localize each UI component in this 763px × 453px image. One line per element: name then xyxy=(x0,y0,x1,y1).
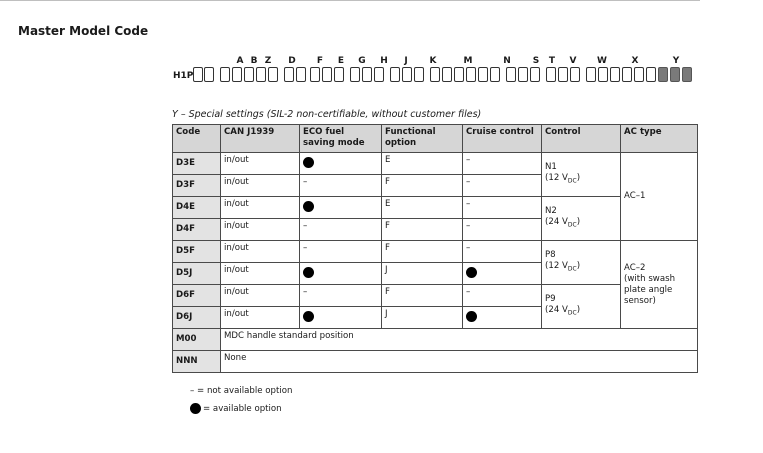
cell-eco xyxy=(300,197,382,219)
cell-control xyxy=(542,285,621,329)
control-voltage: (12 $V_{DC}$) xyxy=(545,173,581,185)
voltage-unit: V xyxy=(562,261,568,272)
code-box xyxy=(610,67,620,82)
code-box xyxy=(478,67,488,82)
cell-eco: – xyxy=(300,175,382,197)
cell-eco: – xyxy=(300,241,382,263)
cell-can: in/out xyxy=(221,153,300,175)
code-box xyxy=(530,67,540,82)
header-eco: ECO fuel saving mode xyxy=(300,125,382,153)
code-box xyxy=(256,67,266,82)
cell-cruise: – xyxy=(463,219,542,241)
filled-circle-icon xyxy=(303,157,314,168)
cell-can: in/out xyxy=(221,285,300,307)
voltage-subscript: DC xyxy=(567,309,577,317)
cell-code: D4E xyxy=(173,197,221,219)
code-box xyxy=(296,67,306,82)
actype-line: plate angle xyxy=(624,284,673,295)
filled-circle-icon xyxy=(303,267,314,278)
code-box xyxy=(586,67,596,82)
code-box-y xyxy=(682,67,692,82)
table-row xyxy=(173,285,698,307)
cell-eco: – xyxy=(300,285,382,307)
cell-can: in/out xyxy=(221,175,300,197)
actype-line: sensor) xyxy=(624,295,656,306)
cell-code: D6F xyxy=(173,285,221,307)
table-row xyxy=(173,153,698,175)
cell-can: in/out xyxy=(221,307,300,329)
code-box xyxy=(466,67,476,82)
code-letter: F xyxy=(316,56,324,66)
header-cruise: Cruise control xyxy=(463,125,542,153)
voltage-subscript: DC xyxy=(567,265,577,273)
cell-code: D6J xyxy=(173,307,221,329)
cell-eco xyxy=(300,307,382,329)
table-row xyxy=(173,197,698,219)
code-letter: D xyxy=(288,56,296,66)
cell-functional: E xyxy=(382,197,463,219)
legend-dot-label: = available option xyxy=(203,404,282,414)
cell-functional: F xyxy=(382,241,463,263)
cell-control xyxy=(542,197,621,241)
table-row xyxy=(173,329,698,351)
voltage-value: 12 xyxy=(548,261,560,272)
code-box xyxy=(350,67,360,82)
control-voltage: (12 $V_{DC}$) xyxy=(545,261,581,273)
code-letter: N xyxy=(503,56,511,66)
code-letter: S xyxy=(532,56,540,66)
header-actype: AC type xyxy=(621,125,698,153)
code-box-y xyxy=(658,67,668,82)
code-box xyxy=(646,67,656,82)
cell-cruise: – xyxy=(463,241,542,263)
code-letter: Z xyxy=(264,56,272,66)
cell-code: D3F xyxy=(173,175,221,197)
voltage-unit: V xyxy=(562,173,568,184)
cell-cruise xyxy=(463,307,542,329)
actype-line: (with swash xyxy=(624,273,676,284)
code-letter: M xyxy=(463,56,473,66)
legend-dash: – = not available option xyxy=(190,386,293,396)
code-box xyxy=(284,67,294,82)
code-box xyxy=(402,67,412,82)
code-box xyxy=(220,67,230,82)
code-letter: K xyxy=(429,56,437,66)
code-box xyxy=(334,67,344,82)
code-letter: X xyxy=(631,56,639,66)
code-box xyxy=(374,67,384,82)
code-box xyxy=(310,67,320,82)
header-can: CAN J1939 xyxy=(221,125,300,153)
cell-description: None xyxy=(221,351,698,373)
code-box xyxy=(634,67,644,82)
cell-code: D4F xyxy=(173,219,221,241)
code-box xyxy=(518,67,528,82)
cell-cruise xyxy=(463,263,542,285)
table-header-row xyxy=(173,125,698,153)
cell-functional: F xyxy=(382,285,463,307)
actype-line: AC–2 xyxy=(624,262,646,273)
voltage-value: 24 xyxy=(548,217,560,228)
actype-line: AC–1 xyxy=(624,191,646,201)
control-name: N1 xyxy=(545,162,557,173)
control-name: N2 xyxy=(545,206,557,217)
code-box xyxy=(193,67,203,82)
cell-eco: – xyxy=(300,219,382,241)
cell-eco xyxy=(300,153,382,175)
code-box xyxy=(362,67,372,82)
code-letter: J xyxy=(404,56,408,66)
code-box xyxy=(204,67,214,82)
header-control: Control xyxy=(542,125,621,153)
code-box xyxy=(244,67,254,82)
code-letter: B xyxy=(250,56,258,66)
code-letter: G xyxy=(358,56,366,66)
code-box xyxy=(598,67,608,82)
table-row xyxy=(173,241,698,263)
page-heading: Master Model Code xyxy=(18,24,149,38)
table-row xyxy=(173,351,698,373)
code-box xyxy=(454,67,464,82)
cell-code: NNN xyxy=(173,351,221,373)
code-prefix: H1P xyxy=(173,71,194,81)
code-box xyxy=(232,67,242,82)
code-box-y xyxy=(670,67,680,82)
code-box xyxy=(390,67,400,82)
cell-actype xyxy=(621,153,698,241)
voltage-value: 12 xyxy=(548,173,560,184)
code-letter: W xyxy=(597,56,607,66)
control-name: P9 xyxy=(545,294,556,305)
control-voltage: (24 $V_{DC}$) xyxy=(545,305,581,317)
voltage-unit: V xyxy=(562,305,568,316)
control-voltage: (24 $V_{DC}$) xyxy=(545,217,581,229)
cell-cruise: – xyxy=(463,197,542,219)
cell-can: in/out xyxy=(221,219,300,241)
control-name: P8 xyxy=(545,250,556,261)
cell-functional: F xyxy=(382,219,463,241)
filled-circle-icon xyxy=(466,311,477,322)
filled-circle-icon xyxy=(466,267,477,278)
code-letter: A xyxy=(236,56,244,66)
cell-code: M00 xyxy=(173,329,221,351)
cell-control xyxy=(542,241,621,285)
cell-functional: F xyxy=(382,175,463,197)
code-box xyxy=(622,67,632,82)
header-functional: Functional option xyxy=(382,125,463,153)
cell-can: in/out xyxy=(221,263,300,285)
cell-can: in/out xyxy=(221,197,300,219)
cell-cruise: – xyxy=(463,175,542,197)
cell-code: D5J xyxy=(173,263,221,285)
cell-functional: E xyxy=(382,153,463,175)
cell-cruise: – xyxy=(463,285,542,307)
code-box xyxy=(506,67,516,82)
cell-can: in/out xyxy=(221,241,300,263)
code-box xyxy=(322,67,332,82)
code-letter: H xyxy=(380,56,388,66)
code-box xyxy=(430,67,440,82)
code-letter: Y xyxy=(672,56,680,66)
top-rule xyxy=(0,0,700,1)
code-box xyxy=(442,67,452,82)
filled-circle-icon xyxy=(303,311,314,322)
table-caption: Y – Special settings (SIL-2 non-certifiable, without customer files) xyxy=(172,109,482,120)
cell-actype xyxy=(621,241,698,329)
voltage-unit: V xyxy=(562,217,568,228)
code-letter: V xyxy=(569,56,577,66)
code-box xyxy=(490,67,500,82)
cell-code: D5F xyxy=(173,241,221,263)
legend-dot-row xyxy=(190,403,282,414)
code-box xyxy=(570,67,580,82)
code-letter: E xyxy=(337,56,345,66)
cell-functional: J xyxy=(382,263,463,285)
voltage-subscript: DC xyxy=(567,221,577,229)
cell-control xyxy=(542,153,621,197)
cell-eco xyxy=(300,263,382,285)
code-box xyxy=(414,67,424,82)
model-code-table xyxy=(172,124,698,373)
voltage-value: 24 xyxy=(548,305,560,316)
cell-description: MDC handle standard position xyxy=(221,329,698,351)
voltage-subscript: DC xyxy=(567,177,577,185)
code-box xyxy=(558,67,568,82)
code-letter: T xyxy=(548,56,556,66)
code-box xyxy=(546,67,556,82)
filled-circle-icon xyxy=(190,403,201,414)
cell-code: D3E xyxy=(173,153,221,175)
cell-cruise: – xyxy=(463,153,542,175)
header-code: Code xyxy=(173,125,221,153)
code-box xyxy=(268,67,278,82)
cell-functional: J xyxy=(382,307,463,329)
filled-circle-icon xyxy=(303,201,314,212)
